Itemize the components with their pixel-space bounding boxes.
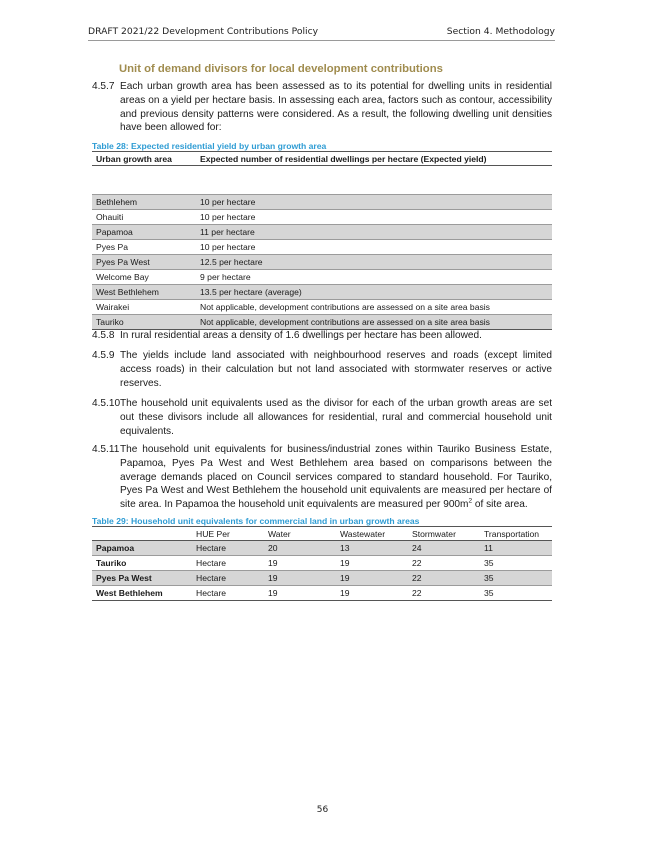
table-29: [92, 526, 552, 601]
spacer-row: [92, 166, 552, 181]
table-row: [92, 255, 552, 270]
table-cell: Ohauiti: [96, 212, 124, 222]
table-cell: 35: [480, 571, 552, 586]
column-header: Stormwater: [408, 527, 480, 541]
table-row: [92, 586, 552, 601]
paragraph-number: 4.5.7: [92, 81, 115, 92]
paragraph-4-5-9: [92, 349, 552, 390]
table-cell: 10 per hectare: [196, 195, 552, 210]
table-row: [92, 285, 552, 300]
table-cell: West Bethlehem: [92, 285, 196, 300]
table-cell: Tauriko: [92, 315, 196, 330]
table-cell: 19: [336, 586, 408, 601]
table-cell: Pyes Pa: [96, 242, 129, 252]
spacer-row: [92, 180, 552, 195]
paragraph-4-5-11: [92, 443, 552, 512]
table-cell: 24: [408, 541, 480, 556]
table-cell: 35: [484, 558, 494, 568]
table-cell: 19: [264, 586, 336, 601]
table-cell: Welcome Bay: [96, 272, 149, 282]
table-28: [92, 151, 552, 330]
paragraph-text: The household unit equivalents used as the divisor for each of the urban growth areas are set out these divisors include all allowances for residential, rural and commercial household unit equivalents.: [120, 398, 552, 437]
table-cell: Not applicable, development contributions are assessed on a site area basis: [200, 302, 490, 312]
section-subheading: Unit of demand divisors for local development contributions: [119, 63, 443, 75]
table-row: [92, 240, 552, 255]
paragraph-number: 4.5.8: [92, 330, 115, 341]
table-cell: 10 per hectare: [200, 242, 256, 252]
table-cell: 22: [408, 571, 480, 586]
paragraph-text: Each urban growth area has been assessed as to its potential for dwelling units in residential areas on a yield per hectare basis. In assessing each area, factors such as contour, accessibility and previous density patterns were considered. As a result, the following dwelling unit densities have been allowed for:: [120, 81, 552, 134]
column-header: Wastewater: [336, 527, 408, 541]
table-cell: 10 per hectare: [200, 212, 256, 222]
column-header: HUE Per: [192, 527, 264, 541]
table-row: [92, 195, 552, 210]
paragraph-text: In rural residential areas a density of 1.6 dwellings per hectare has been allowed.: [120, 330, 482, 341]
table-header-row: [92, 527, 552, 541]
table-cell: 22: [408, 586, 480, 601]
paragraph-text: [120, 443, 552, 512]
table-row: [92, 210, 552, 225]
table-cell: Hectare: [192, 571, 264, 586]
table-cell: Papamoa: [92, 225, 196, 240]
column-header: Transportation: [480, 527, 552, 541]
page-number: 56: [316, 805, 329, 815]
table-cell: 11: [480, 541, 552, 556]
table-row: [92, 571, 552, 586]
table-29-caption: Table 29: Household unit equivalents for commercial land in urban growth areas: [92, 516, 420, 526]
table-cell: Tauriko: [96, 558, 127, 568]
paragraph-4-5-7: [92, 80, 552, 135]
table-cell: Bethlehem: [92, 195, 196, 210]
table-cell: Pyes Pa West: [92, 255, 196, 270]
paragraph-4-5-8: [92, 329, 552, 343]
column-header: Water: [264, 527, 336, 541]
table-28-caption: Table 28: Expected residential yield by urban growth area: [92, 141, 327, 151]
table-cell: Hectare: [192, 586, 264, 601]
paragraph-4-5-10: [92, 397, 552, 438]
table-cell: Papamoa: [92, 541, 192, 556]
paragraph-number: 4.5.9: [92, 350, 115, 361]
table-cell: 20: [264, 541, 336, 556]
column-header: Expected number of residential dwellings per hectare (Expected yield): [196, 152, 552, 166]
table-cell: 22: [412, 558, 422, 568]
table-cell: 11 per hectare: [196, 225, 552, 240]
table-cell: 19: [264, 571, 336, 586]
table-cell: Hectare: [196, 558, 227, 568]
table-row: [92, 225, 552, 240]
table-cell: Not applicable, development contributions are assessed on a site area basis: [196, 315, 552, 330]
table-cell: 19: [268, 558, 278, 568]
table-cell: 12.5 per hectare: [196, 255, 552, 270]
table-cell: Pyes Pa West: [92, 571, 192, 586]
table-cell: 19: [336, 571, 408, 586]
paragraph-text-end: of site area.: [472, 499, 528, 511]
page-header: [88, 26, 555, 40]
paragraph-text-main: The household unit equivalents for business/industrial zones within Tauriko Business Estate, Papamoa, Pyes Pa West and West Bethlehem area based on comparisons between the average demands placed on Council services compared to standard household. For Tauriko, Pyes Pa West and West Bethlehem the household unit equivalents are measured per hectare of site area. In Papamoa the household unit equivalents are measured per 900m: [120, 444, 552, 511]
table-cell: 19: [340, 558, 350, 568]
table-cell: Hectare: [192, 541, 264, 556]
table-cell: 13: [336, 541, 408, 556]
header-title: DRAFT 2021/22 Development Contributions Policy: [88, 26, 319, 37]
table-row: [92, 270, 552, 285]
table-row: [92, 315, 552, 330]
paragraph-number: 4.5.10: [92, 398, 121, 409]
table-row: [92, 541, 552, 556]
column-header: Urban growth area: [92, 152, 196, 166]
table-cell: Wairakei: [96, 302, 130, 312]
column-header: [92, 527, 192, 541]
table-row: [92, 300, 552, 315]
table-cell: 9 per hectare: [200, 272, 251, 282]
table-cell: West Bethlehem: [92, 586, 192, 601]
table-row: [92, 556, 552, 571]
header-rule: [88, 40, 555, 41]
header-section: Section 4. Methodology: [446, 26, 555, 37]
table-header-row: [92, 152, 552, 166]
table-cell: 35: [480, 586, 552, 601]
paragraph-number: 4.5.11: [92, 444, 120, 455]
paragraph-text: The yields include land associated with neighbourhood reserves and roads (except limited access roads) in their calculation but not land associated with stormwater reserves or active reserves.: [120, 350, 552, 389]
superscript: 2: [468, 497, 473, 505]
table-cell: 13.5 per hectare (average): [196, 285, 552, 300]
